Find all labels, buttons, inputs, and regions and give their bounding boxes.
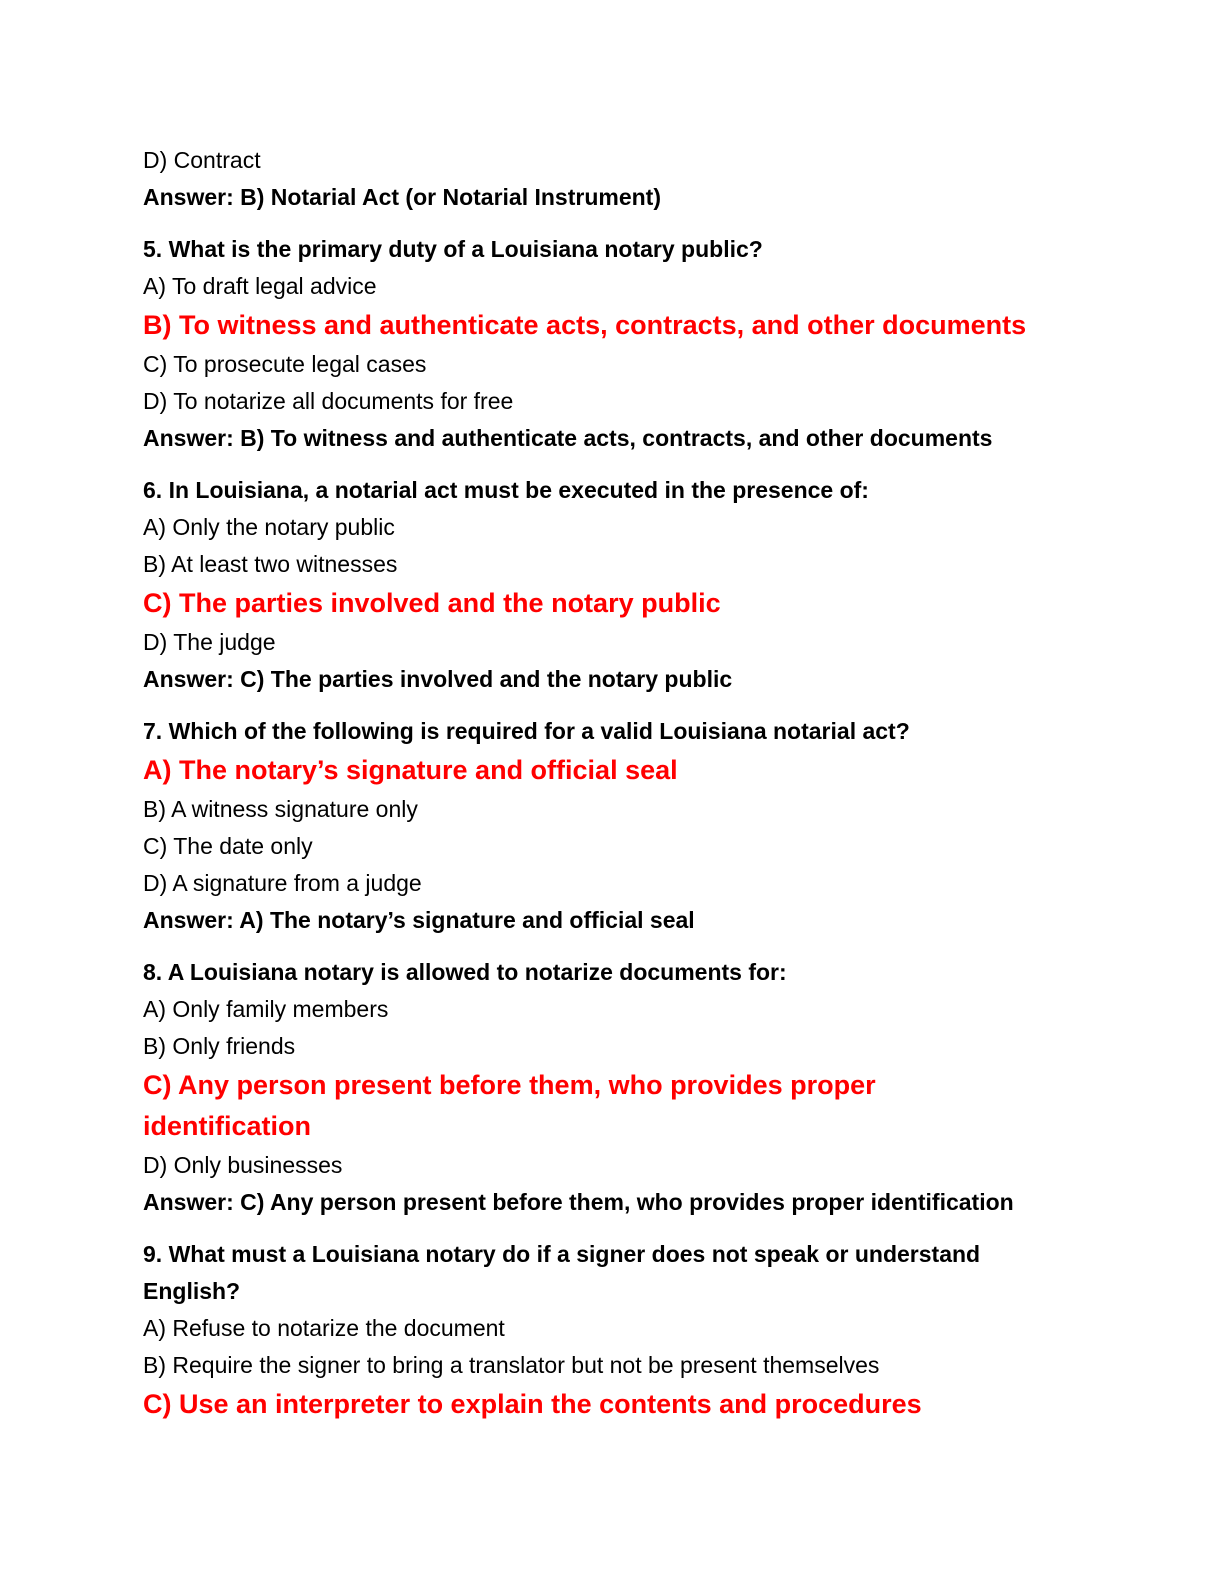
option-b-q7: B) A witness signature only [143,796,418,822]
question-7: 7. Which of the following is required for a valid Louisiana notarial act? [143,718,910,744]
correct-option-a-q7: A) The notary’s signature and official seal [143,755,678,785]
option-b-q9: B) Require the signer to bring a translator but not be present themselves [143,1352,880,1378]
answer-q7: Answer: A) The notary’s signature and official seal [143,907,695,933]
option-d-q6: D) The judge [143,629,276,655]
correct-option-b-q5: B) To witness and authenticate acts, contracts, and other documents [143,310,1027,340]
option-d-q7: D) A signature from a judge [143,870,422,896]
answer-q5: Answer: B) To witness and authenticate acts, contracts, and other documents [143,425,993,451]
option-a-q5: A) To draft legal advice [143,273,377,299]
question-9-line2: English? [143,1278,241,1304]
option-a-q8: A) Only family members [143,996,389,1022]
option-b-q6: B) At least two witnesses [143,551,398,577]
option-d-q5: D) To notarize all documents for free [143,388,514,414]
option-d-q8: D) Only businesses [143,1152,343,1178]
document-page [143,142,1103,1425]
option-c-q5: C) To prosecute legal cases [143,351,427,377]
option-c-q7: C) The date only [143,833,313,859]
question-9-line1: 9. What must a Louisiana notary do if a signer does not speak or understand [143,1241,981,1267]
option-d-q4: D) Contract [143,147,261,173]
correct-option-c-q8 [143,1065,1103,1147]
answer-q8: Answer: C) Any person present before them, who provides proper identification [143,1189,1014,1215]
question-9 [143,1236,1103,1310]
correct-option-c-q8-line1: C) Any person present before them, who provides proper [143,1070,876,1100]
option-a-q6: A) Only the notary public [143,514,395,540]
answer-q4: Answer: B) Notarial Act (or Notarial Instrument) [143,184,661,210]
answer-q6: Answer: C) The parties involved and the notary public [143,666,733,692]
question-8: 8. A Louisiana notary is allowed to notarize documents for: [143,959,787,985]
option-b-q8: B) Only friends [143,1033,296,1059]
question-6: 6. In Louisiana, a notarial act must be executed in the presence of: [143,477,869,503]
correct-option-c-q6: C) The parties involved and the notary public [143,588,721,618]
option-a-q9: A) Refuse to notarize the document [143,1315,505,1341]
question-5: 5. What is the primary duty of a Louisiana notary public? [143,236,763,262]
correct-option-c-q9: C) Use an interpreter to explain the contents and procedures [143,1389,922,1419]
correct-option-c-q8-line2: identification [143,1111,311,1141]
